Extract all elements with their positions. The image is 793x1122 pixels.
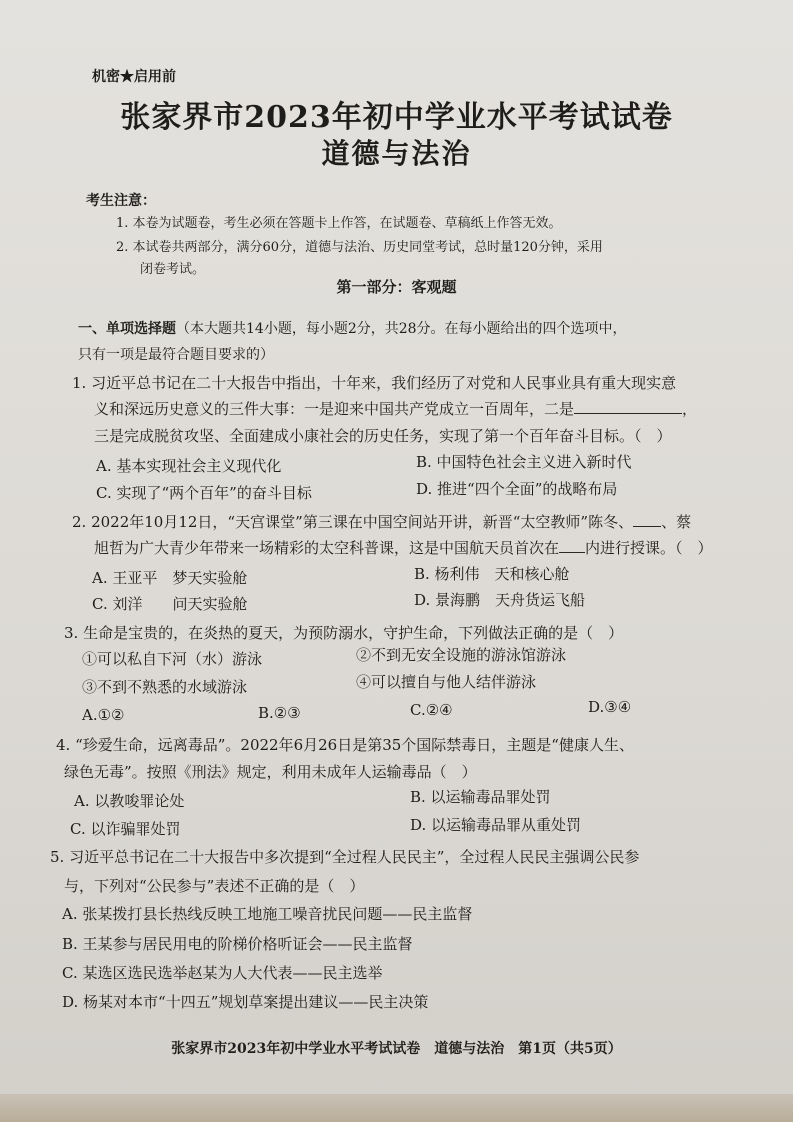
q4-option-d: D. 以运输毒品罪从重处罚 (410, 816, 582, 834)
q3-option-a: A.①② (82, 706, 125, 724)
q4-option-b: B. 以运输毒品罪处罚 (410, 788, 551, 806)
q4-stem-line2: 绿色无毒”。按照《刑法》规定，利用未成年人运输毒品（ ） (64, 763, 477, 781)
q2-stem-text-3: 内进行授课。（ ） (585, 539, 713, 557)
q1-option-c: C. 实现了“两个百年”的奋斗目标 (96, 484, 312, 502)
q3-statement-2: ②不到无安全设施的游泳馆游泳 (356, 646, 567, 664)
q3-stem: 3. 生命是宝贵的，在炎热的夏天，为预防溺水，守护生命，下列做法正确的是（ ） (64, 624, 624, 642)
q3-statement-4: ④可以擅自与他人结伴游泳 (356, 673, 537, 691)
q5-option-d: D. 杨某对本市“十四五”规划草案提出建议——民主决策 (62, 993, 429, 1011)
q2-stem-text-2: 旭哲为广大青少年带来一场精彩的太空科普课，这是中国航天员首次在 (94, 539, 560, 557)
section-desc: （本大题共14小题，每小题2分，共28分。在每小题给出的四个选项中， (176, 321, 627, 337)
q2-option-a: A. 王亚平 梦天实验舱 (92, 569, 248, 587)
notice-item-2: 2. 本试卷共两部分，满分60分，道德与法治、历史同堂考试，总时量120分钟，采用 (116, 240, 603, 255)
q1-stem-line1: 1. 习近平总书记在二十大报告中指出，十年来，我们经历了对党和人民事业具有重大现实意 (72, 374, 677, 392)
part-heading: 第一部分：客观题 (336, 278, 457, 296)
q3-statement-1: ①可以私自下河（水）游泳 (82, 650, 263, 668)
q2-stem-text: 2. 2022年10月12日，“天宫课堂”第三课在中国空间站开讲，新晋“太空教师”陈冬、 (72, 513, 634, 531)
notice-item-1: 1. 本卷为试题卷，考生必须在答题卡上作答，在试题卷、草稿纸上作答无效。 (116, 216, 562, 231)
q1-stem-line3: 三是完成脱贫攻坚、全面建成小康社会的历史任务，实现了第一个百年奋斗目标。（ ） (94, 427, 672, 445)
q5-stem-line1: 5. 习近平总书记在二十大报告中多次提到“全过程人民民主”，全过程人民民主强调公民参 (50, 848, 640, 866)
q2-stem-text-end: 、蔡 (661, 513, 692, 531)
q4-option-c: C. 以诈骗罪处罚 (70, 820, 181, 838)
q1-blank (574, 399, 682, 414)
notice-heading: 考生注意： (86, 193, 156, 209)
q3-option-d: D.③④ (588, 698, 632, 716)
q2-blank-2 (559, 538, 585, 553)
exam-title: 张家界市2023年初中学业水平考试试卷 (120, 100, 673, 135)
q1-stem-text: 义和深远历史意义的三件大事：一是迎来中国共产党成立一百周年，二是 (94, 400, 575, 418)
q2-option-c: C. 刘洋 问天实验舱 (92, 595, 248, 613)
q3-option-b: B.②③ (258, 704, 301, 722)
q1-stem-line2 (94, 398, 697, 419)
q2-stem-line1 (72, 511, 691, 532)
q5-option-a: A. 张某拨打县长热线反映工地施工噪音扰民问题——民主监督 (62, 905, 473, 923)
page-bottom-edge (0, 1094, 793, 1122)
q4-option-a: A. 以教唆罪论处 (74, 792, 185, 810)
q1-option-a: A. 基本实现社会主义现代化 (96, 457, 282, 475)
q2-option-b: B. 杨利伟 天和核心舱 (414, 565, 570, 583)
q1-stem-comma: ， (682, 400, 698, 418)
q5-option-c: C. 某选区选民选举赵某为人大代表——民主选举 (62, 964, 383, 982)
confidential-mark: 机密★启用前 (92, 69, 176, 85)
q2-stem-line2 (94, 537, 713, 558)
q2-blank-1 (633, 512, 661, 527)
notice-item-2-cont: 闭卷考试。 (140, 262, 206, 277)
q3-option-c: C.②④ (410, 701, 453, 719)
section-heading: 一、单项选择题 (78, 321, 176, 337)
subject-title: 道德与法治 (321, 137, 472, 170)
q1-option-b: B. 中国特色社会主义进入新时代 (416, 453, 632, 471)
q4-stem-line1: 4. “珍爱生命，远离毒品”。2022年6月26日是第35个国际禁毒日，主题是“健康人生、 (56, 736, 634, 754)
q2-option-d: D. 景海鹏 天舟货运飞船 (414, 591, 586, 609)
section-desc-2: 只有一项是最符合题目要求的） (78, 347, 274, 363)
q5-option-b: B. 王某参与居民用电的阶梯价格听证会——民主监督 (62, 935, 413, 953)
q1-option-d: D. 推进“四个全面”的战略布局 (416, 480, 618, 498)
section-heading-line (78, 318, 627, 338)
q3-statement-3: ③不到不熟悉的水域游泳 (82, 678, 248, 696)
q5-stem-line2: 与，下列对“公民参与”表述不正确的是（ ） (64, 877, 365, 895)
page-footer: 张家界市2023年初中学业水平考试试卷 道德与法治 第1页（共5页） (171, 1041, 622, 1057)
